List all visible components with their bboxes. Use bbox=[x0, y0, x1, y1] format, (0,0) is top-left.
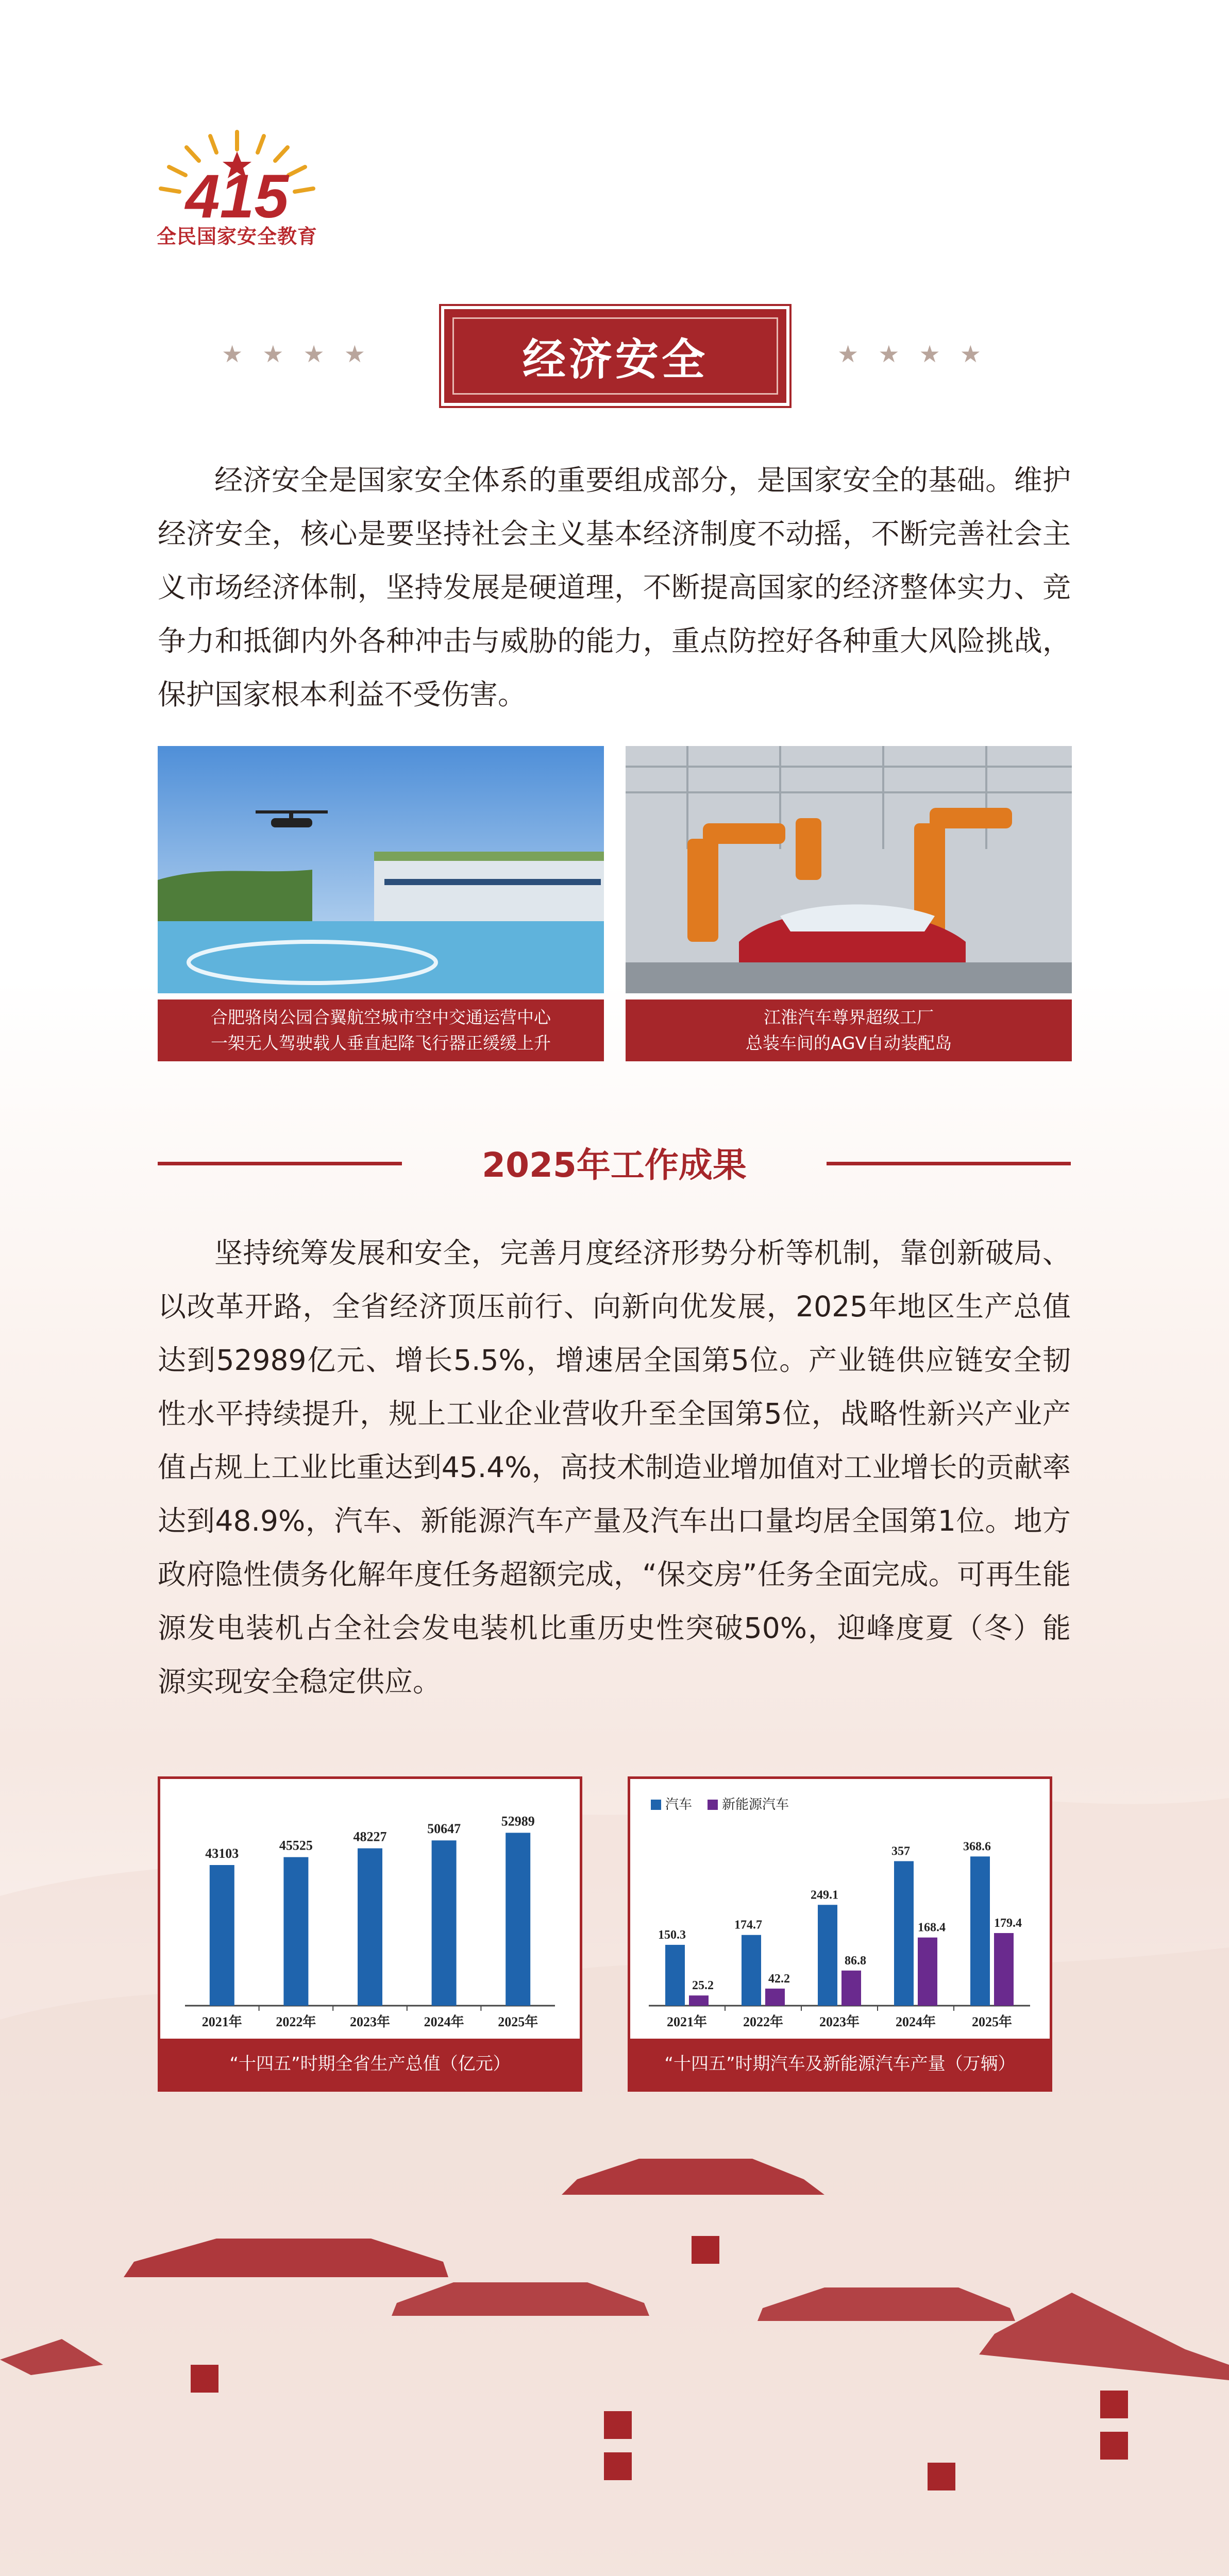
bar-gdp-2 bbox=[358, 1849, 382, 2006]
photo-assembly-line bbox=[626, 746, 1072, 993]
data-label-gdp-4: 52989 bbox=[501, 1814, 535, 1829]
legend-swatch-1 bbox=[708, 1800, 718, 1810]
data-label-nev-4: 179.4 bbox=[994, 1917, 1022, 1930]
bar-auto-1 bbox=[742, 1935, 761, 2006]
section-title: 2025年工作成果 bbox=[482, 1145, 747, 1185]
data-label-auto-1: 174.7 bbox=[734, 1918, 762, 1932]
bar-auto-0 bbox=[665, 1945, 685, 2006]
x-tick-gdp-0: 2021年 bbox=[201, 2014, 242, 2029]
photo-caption-right bbox=[626, 999, 1072, 1061]
x-tick-auto-1: 2022年 bbox=[743, 2014, 784, 2029]
x-tick-gdp-2: 2023年 bbox=[349, 2014, 391, 2029]
x-tick-auto-3: 2024年 bbox=[895, 2014, 936, 2029]
bar-nev-4 bbox=[994, 1933, 1014, 2006]
photo-caption-left bbox=[158, 999, 604, 1061]
x-tick-gdp-1: 2022年 bbox=[276, 2014, 316, 2029]
x-tick-gdp-3: 2024年 bbox=[424, 2014, 464, 2029]
bar-nev-0 bbox=[689, 1995, 709, 2006]
title-stars-right: ★★★★ bbox=[837, 340, 1001, 368]
data-label-nev-0: 25.2 bbox=[692, 1979, 714, 1993]
x-tick-gdp-4: 2025年 bbox=[498, 2014, 538, 2029]
caption-left-line2: 一架无人驾驶载人垂直起降飞行器正缓缓上升 bbox=[211, 1033, 551, 1053]
title-banner bbox=[444, 309, 786, 403]
bar-gdp-3 bbox=[432, 1840, 457, 2006]
data-label-auto-2: 249.1 bbox=[811, 1888, 838, 1902]
title-stars-left: ★★★★ bbox=[222, 340, 385, 368]
data-label-auto-3: 357 bbox=[891, 1844, 910, 1858]
data-label-gdp-3: 50647 bbox=[427, 1821, 461, 1837]
legend-label-1: 新能源汽车 bbox=[722, 1797, 789, 1812]
chart-auto bbox=[628, 1776, 1052, 2092]
logo bbox=[155, 129, 319, 247]
caption-right-line1: 江淮汽车尊界超级工厂 bbox=[764, 1007, 934, 1027]
logo-text: 全民国家安全教育 bbox=[156, 225, 317, 248]
chart-gdp-plot bbox=[160, 1779, 580, 2039]
photo-air-traffic-center bbox=[158, 746, 604, 993]
intro-paragraph: 经济安全是国家安全体系的重要组成部分，是国家安全的基础。维护经济安全，核心是要坚持社会主义基本经济制度不动摇，不断完善社会主义市场经济体制，坚持发展是硬道理，不断提高国家的经济整体实力、竞争力和抵御内外各种冲击与威胁的能力，重点防控好各种重大风险挑战，保护国家根本利益不受伤害。 bbox=[158, 464, 1071, 711]
page-title: 经济安全 bbox=[522, 334, 708, 385]
caption-left-line1: 合肥骆岗公园合翼航空城市空中交通运营中心 bbox=[211, 1007, 551, 1027]
bar-nev-2 bbox=[841, 1971, 861, 2006]
bar-gdp-1 bbox=[283, 1857, 308, 2006]
x-tick-auto-0: 2021年 bbox=[666, 2014, 708, 2029]
caption-right-line2: 总装车间的AGV自动装配岛 bbox=[745, 1033, 952, 1053]
x-tick-auto-2: 2023年 bbox=[819, 2014, 860, 2029]
chart-gdp bbox=[158, 1776, 582, 2092]
bar-auto-4 bbox=[970, 1856, 990, 2006]
x-tick-auto-4: 2025年 bbox=[971, 2014, 1013, 2029]
bar-gdp-0 bbox=[210, 1865, 234, 2006]
logo-number: 415 bbox=[185, 162, 289, 222]
bar-auto-3 bbox=[894, 1861, 914, 2006]
legend-swatch-0 bbox=[651, 1800, 661, 1810]
bar-nev-3 bbox=[918, 1938, 937, 2006]
bar-nev-1 bbox=[765, 1989, 785, 2006]
data-label-gdp-0: 43103 bbox=[205, 1846, 239, 1861]
chart-auto-plot bbox=[630, 1779, 1050, 2039]
data-label-nev-1: 42.2 bbox=[768, 1972, 790, 1986]
chart-gdp-title: “十四五”时期全省生产总值（亿元） bbox=[160, 2039, 580, 2089]
data-label-auto-0: 150.3 bbox=[658, 1928, 686, 1942]
section-divider-left bbox=[158, 1162, 402, 1165]
data-label-nev-3: 168.4 bbox=[918, 1921, 946, 1935]
bar-auto-2 bbox=[818, 1905, 837, 2006]
section-divider-right bbox=[827, 1162, 1071, 1165]
chart-auto-title: “十四五”时期汽车及新能源汽车产量（万辆） bbox=[630, 2039, 1050, 2089]
data-label-nev-2: 86.8 bbox=[845, 1954, 866, 1968]
legend-label-0: 汽车 bbox=[665, 1797, 693, 1812]
data-label-gdp-2: 48227 bbox=[353, 1829, 387, 1844]
bar-gdp-4 bbox=[506, 1833, 530, 2006]
data-label-auto-4: 368.6 bbox=[963, 1840, 991, 1854]
logo-emblem-icon bbox=[155, 129, 319, 222]
achievements-paragraph: 坚持统筹发展和安全，完善月度经济形势分析等机制，靠创新破局、以改革开路，全省经济顶压前行、向新向优发展，2025年地区生产总值达到52989亿元、增长5.5%，增速居全国第5位。产业链供应链安全韧性水平持续提升，规上工业企业营收升至全国第5位，战略性新兴产业产值占规上工业比重达到45.4%，高技术制造业增加值对工业增长的贡献率达到48.9%，汽车、新能源汽车产量及汽车出口量均居全国第1位。地方政府隐性债务化解年度任务超额完成，“保交房”任务全面完成。可再生能源发电装机占全社会发电装机比重历史性突破50%，迎峰度夏（冬）能源实现安全稳定供应。 bbox=[158, 1236, 1071, 1698]
data-label-gdp-1: 45525 bbox=[279, 1838, 313, 1853]
